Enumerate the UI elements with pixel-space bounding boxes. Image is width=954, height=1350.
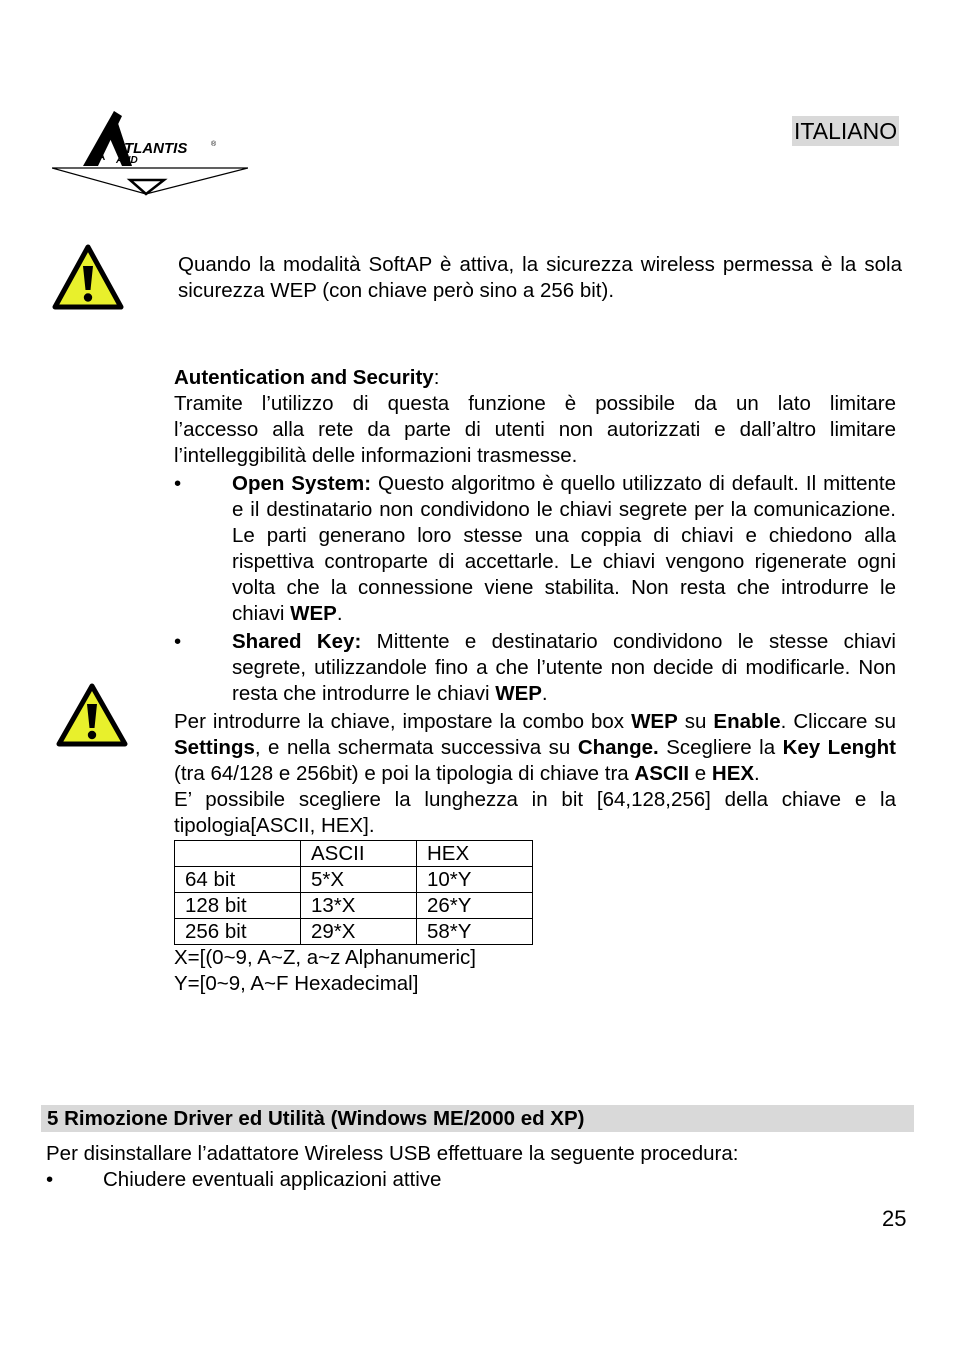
legend-x: X=[(0~9, A~Z, a~z Alphanumeric] [174,946,476,969]
table-row [175,867,533,893]
section-heading: 5 Rimozione Driver ed Utilità (Windows ME/2000 ed XP) [41,1105,914,1132]
table-cell: 64 bit [175,867,301,893]
table-cell: 26*Y [417,893,533,919]
security-intro-line: l’intelleggibilità delle informazioni trasmesse. [174,444,578,467]
bullet: • [174,472,182,495]
table-cell: 10*Y [417,867,533,893]
auth-methods-list [174,471,896,707]
security-intro-line: Tramite l’utilizzo di questa funzione è possibile da un lato limitare [174,392,896,415]
security-section [174,365,896,997]
table-cell: 5*X [301,867,417,893]
warning-icon [56,683,128,747]
atlantis-logo [52,108,248,200]
list-item: • Open System: Questo algoritmo è quello utilizzato di default. Il mittente e il destinatario non condividono le chiavi segrete per la comunicazione. Le parti generano loro stesse una coppia di chiavi e chiedono alla rispettiva controparte di accettarle. Le chiavi vengono rigenerate ogni volta che la connessione viene stabilita. Non resta che introdurre le chiavi WEP. [174,472,896,625]
legend-y: Y=[0~9, A~F Hexadecimal] [174,972,419,995]
key-instructions: Per introdurre la chiave, impostare la combo box WEP su Enable. Cliccare su Settings, e nella schermata successiva su Change. Scegliere la Key Lenght (tra 64/128 e 256bit) e poi la tipologia di chiave tra ASCII e HEX. [174,710,897,785]
security-heading: Autentication and Security [174,366,434,389]
table-cell [175,841,301,867]
key-length-table [174,840,533,945]
table-cell: 256 bit [175,919,301,945]
logo-letter: A [98,152,106,163]
security-intro-line: l’accesso alla rete da parte di utenti non autorizzati e dall’altro limitare [174,418,896,441]
bullet: • [46,1168,54,1191]
section-body [46,1141,906,1193]
page-number: 25 [882,1206,907,1231]
table-cell: 128 bit [175,893,301,919]
table-cell: HEX [417,841,533,867]
table-row [175,893,533,919]
table-header-row [175,841,533,867]
logo-registered: ® [211,141,217,148]
table-cell: 29*X [301,919,417,945]
bullet-label: Open System: [232,472,372,495]
table-cell: ASCII [301,841,417,867]
bullet: • [174,630,182,653]
logo-subtext: AND [116,155,138,166]
list-item: • Shared Key: Mittente e destinatario condividono le stesse chiavi segrete, utilizzandole fino a che l’utente non decide di modificarle. Non resta che introdurre le chiavi WEP. [174,630,896,705]
language-label: ITALIANO [794,118,898,144]
logo-text: TLANTIS [124,140,188,157]
bullet-label: Shared Key: [232,630,362,653]
key-length-text: E’ possibile scegliere la lunghezza in bit [64,128,256] della chiave e la tipologia[ASCII, HEX]. [174,788,896,837]
table-row [175,919,533,945]
section-intro: Per disinstallare l’adattatore Wireless USB effettuare la seguente procedura: [46,1142,739,1165]
security-heading-line: Autentication and Security: [174,366,440,389]
table-cell: 13*X [301,893,417,919]
table-cell: 58*Y [417,919,533,945]
warning-icon [52,244,124,310]
procedure-list [46,1167,906,1193]
list-item: • Chiudere eventuali applicazioni attive [46,1168,442,1191]
softap-note: Quando la modalità SoftAP è attiva, la sicurezza wireless permessa è la sola sicurezza WEP (con chiave però sino a 256 bit). [178,253,902,302]
